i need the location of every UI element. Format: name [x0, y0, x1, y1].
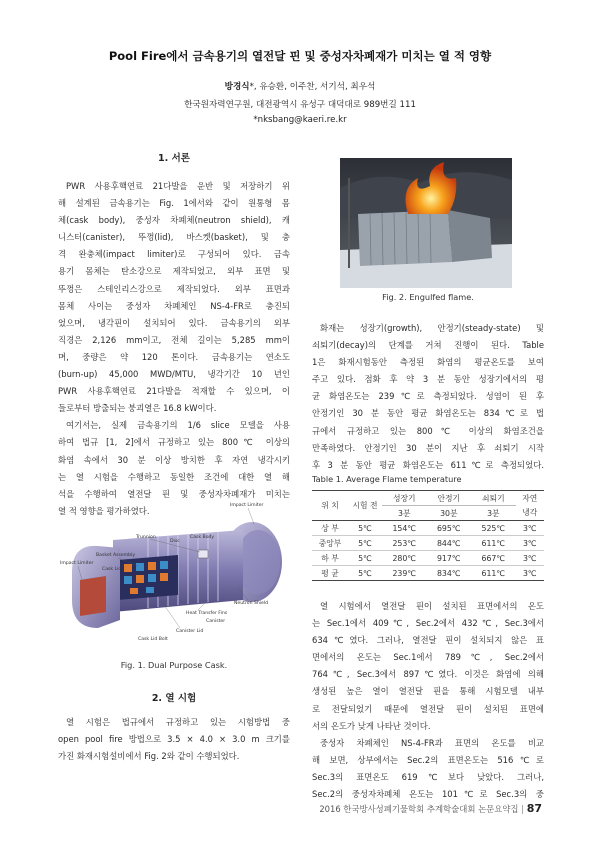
text-line: 764℃, Sec.3에서 897℃였다. 이것은 화염에 의해: [312, 669, 544, 680]
diagram-label: Basket Assembly: [96, 553, 136, 558]
table-cell: 253℃: [392, 538, 417, 548]
text-line: 는 Sec.1에서 409℃, Sec.2에서 432℃, Sec.3에서: [312, 618, 544, 629]
text-line: 직경은 2,126 mm이고, 전체 길이는 5,285 mm이: [58, 334, 290, 345]
text-line: 뚜껑은 스테인리스강으로 제작되었다. 외부 표면과: [58, 283, 290, 294]
text-line: 해 보면, 상부에서는 Sec.2의 표면온도는 516℃로: [312, 754, 544, 765]
table-subheader: 30분: [440, 508, 458, 518]
section-1-body: [58, 178, 290, 520]
table-subheader: 3분: [487, 508, 500, 518]
diagram-label: Trunnion: [136, 535, 156, 540]
text-line: 1은 화재시험동안 측정된 화염의 평균온도를 보여: [312, 357, 544, 368]
diagram-label: Heat Transfer Fins: [186, 611, 228, 616]
table-cell: 5℃: [358, 553, 372, 563]
table-row: [312, 566, 544, 581]
text-line: PWR 사용후핵연료 21다발을 적재할 수 있으며, 이: [58, 386, 290, 397]
text-line: 열 시험은 법규에서 규정하고 있는 시험방법 중: [66, 717, 290, 727]
text-line: 균 화염온도는 239℃로 측정되었다. 성염이 된 후: [312, 391, 544, 402]
affiliation: 한국원자력연구원, 대전광역시 유성구 대덕대로 989번길 111: [184, 100, 416, 110]
diagram-label: Neutron Shield: [234, 601, 269, 606]
text-line: 면에서의 온도는 Sec.1에서 789℃, Sec.2에서: [312, 652, 544, 663]
co-authors: *, 유승환, 이주찬, 서기석, 최우석: [249, 82, 376, 92]
diagram-label: Impact Limiter: [230, 503, 264, 508]
text-line: 하여 법규 [1, 2]에서 규정하고 있는 800℃ 이상의: [58, 437, 290, 448]
cask-lid: [80, 576, 106, 616]
table-cell: 239℃: [392, 568, 417, 578]
table-header: 성장기: [382, 491, 427, 506]
table-cell: 상 부: [321, 523, 339, 533]
table-header: 자연: [522, 493, 538, 503]
corresponding-email: *nksbang@kaeri.re.kr: [253, 115, 347, 125]
table-1-title: Table 1. Average Flame temperature: [312, 474, 462, 484]
table-cell: 3℃: [522, 538, 537, 548]
table-header: 위 치: [321, 501, 339, 510]
text-line: 화재는 성장기(growth), 안정기(steady-state) 및: [320, 323, 544, 333]
flame-temperature-table: [312, 490, 544, 581]
table-cell: 중앙부: [318, 538, 342, 548]
text-line: 며, 중량은 약 120 톤이다. 금속용기는 연소도: [58, 351, 290, 362]
text-line: 열 시험에서 열전달 핀이 설치된 표면에서의 온도: [320, 601, 544, 611]
text-line: 몸체 사이는 중성자 차폐체인 NS-4-FR로 충진되: [58, 300, 290, 311]
text-line: 로 전달되었기 때문에 열전달 핀이 설치된 표면에: [312, 703, 544, 714]
table-cell: 5℃: [358, 523, 372, 533]
page-footer: 2016 한국방사성폐기물학회 추계학술대회 논문요약집 | 87: [319, 802, 542, 815]
table-cell: 844℃: [436, 538, 461, 548]
text-line: open pool fire 방법으로 3.5 × 4.0 × 3.0 m 크기를: [58, 734, 290, 745]
table-cell: 3℃: [522, 568, 537, 578]
results-paragraph-1: [312, 320, 544, 474]
text-line: 634℃였다. 그러나, 열전달 핀이 설치되지 않은 표: [312, 635, 544, 646]
table-cell: 평 균: [321, 568, 339, 578]
table-cell: 667℃: [481, 553, 506, 563]
table-row: [312, 551, 544, 566]
figure-2-caption: Fig. 2. Engulfed flame.: [382, 292, 474, 302]
text-line: 만족하였다. 안정기인 30 분이 지난 후 쇠퇴기 시작: [312, 442, 544, 453]
table-row: [312, 536, 544, 551]
table-cell: 611℃: [481, 568, 506, 578]
text-line: 열 적 영향을 평가하였다.: [58, 505, 150, 516]
paper-title: Pool Fire에서 금속용기의 열전달 핀 및 중성자차폐재가 미치는 열 적 영향: [108, 49, 492, 63]
table-cell: 280℃: [392, 553, 417, 563]
table-cell: 3℃: [522, 553, 537, 563]
figure-1-caption: Fig. 1. Dual Purpose Cask.: [120, 660, 228, 670]
table-subheader: 냉각: [522, 508, 538, 518]
figure-1-cask-diagram: [58, 500, 290, 650]
text-line: 석을 수행하여 열전달 핀 및 중성자차폐재가 미치는: [58, 488, 290, 499]
text-line: Sec.3의 표면온도 619℃보다 낮았다. 그러나,: [312, 771, 544, 782]
section-2-body: [58, 714, 290, 765]
diagram-label: Canister: [206, 619, 226, 624]
section-1-heading: 1. 서론: [158, 153, 190, 164]
text-line: 생성된 높은 열이 열전달 핀을 통해 시험모델 내부: [312, 686, 544, 697]
text-line: 화염 속에서 30 분 이상 방치한 후 자연 냉각시키: [58, 454, 290, 465]
conference-name: 2016 한국방사성폐기물학회 추계학술대회 논문요약집: [319, 804, 519, 814]
text-line: 중성자 차폐체인 NS-4-FR과 표면의 온도를 비교: [320, 737, 544, 748]
results-paragraph-2: [312, 598, 544, 803]
test-enclosure: [358, 210, 452, 266]
diagram-label: Cask Body: [190, 535, 215, 540]
table-header: 안정기: [427, 491, 472, 506]
text-line: 서의 온도가 낮게 나타난 것이다.: [312, 720, 431, 731]
text-line: 었으며, 냉각핀이 설치되어 있다. 금속용기의 외부: [58, 317, 290, 328]
diagram-label: Cask Lid: [102, 567, 122, 572]
text-line: PWR 사용후핵연료 21다발을 운반 및 저장하기 위: [66, 181, 290, 191]
text-line: 후 3 분 동안 평균 화염온도는 611℃로 측정되었다.: [312, 459, 544, 470]
table-cell: 611℃: [481, 538, 506, 548]
trunnion: [198, 550, 208, 558]
table-cell: 917℃: [436, 553, 461, 563]
figure-2-fire-photo: [340, 158, 512, 288]
diagram-label: Disc: [170, 539, 180, 544]
text-line: 가진 화재시험설비에서 Fig. 2와 같이 수행되었다.: [58, 751, 240, 762]
text-line: 들로부터 방출되는 붕괴열은 16.8 kW이다.: [58, 403, 217, 414]
text-line: (burn-up) 45,000 MWD/MTU, 냉각기간 10 년인: [58, 369, 290, 380]
text-line: 해 설계된 금속용기는 Fig. 1에서와 같이 원통형 몸: [58, 198, 290, 209]
table-cell: 하 부: [321, 553, 339, 563]
author-list: [0, 80, 600, 92]
table-cell: 3℃: [522, 523, 537, 533]
table-cell: 834℃: [436, 568, 461, 578]
text-line: 규에서 규정하고 있는 800℃ 이상의 화염조건을: [312, 425, 544, 436]
diagram-label: Cask Lid Bolt: [138, 637, 168, 642]
text-line: 쇠퇴기(decay)의 단계를 거쳐 진행이 된다. Table: [312, 340, 544, 351]
table-cell: 695℃: [436, 523, 461, 533]
table-header: 시험 전: [352, 501, 378, 510]
table-header: 쇠퇴기: [471, 491, 516, 506]
table-row: [312, 521, 544, 536]
section-2-heading: 2. 열 시험: [151, 693, 197, 704]
lead-author: 방경식: [224, 82, 250, 92]
text-line: 용기 몸체는 탄소강으로 제작되었고, 외부 표면 및: [58, 266, 290, 277]
text-line: 여기서는, 실제 금속용기의 1/6 slice 모델을 사용: [66, 420, 290, 431]
text-line: 안정기인 30 분 동안 평균 화염온도는 834℃로 법: [312, 408, 544, 419]
text-line: 주고 있다. 점화 후 약 3 분 동안 성장기에서의 평: [312, 374, 544, 385]
table-cell: 5℃: [358, 538, 372, 548]
table-cell: 5℃: [358, 568, 372, 578]
table-cell: 154℃: [392, 523, 417, 533]
table-subheader: 3분: [398, 508, 411, 518]
diagram-label: Impact Limiter: [60, 561, 94, 566]
text-line: 격 완충체(impact limiter)로 구성되어 있다. 금속: [58, 249, 290, 260]
text-line: Sec.2의 중성자차폐체 온도는 101℃로 Sec.3의 중: [312, 789, 544, 800]
table-cell: 525℃: [481, 523, 506, 533]
text-line: 니스터(canister), 뚜껑(lid), 바스켓(basket), 및 충: [58, 232, 290, 243]
diagram-label: Canister Lid: [176, 629, 204, 634]
text-line: 체(cask body), 중성자 차폐체(neutron shield), 캐: [58, 215, 290, 226]
text-line: 는 열 시험을 수행하고 동일한 조건에 대한 열 해: [58, 471, 290, 482]
page-number: 87: [526, 802, 542, 815]
